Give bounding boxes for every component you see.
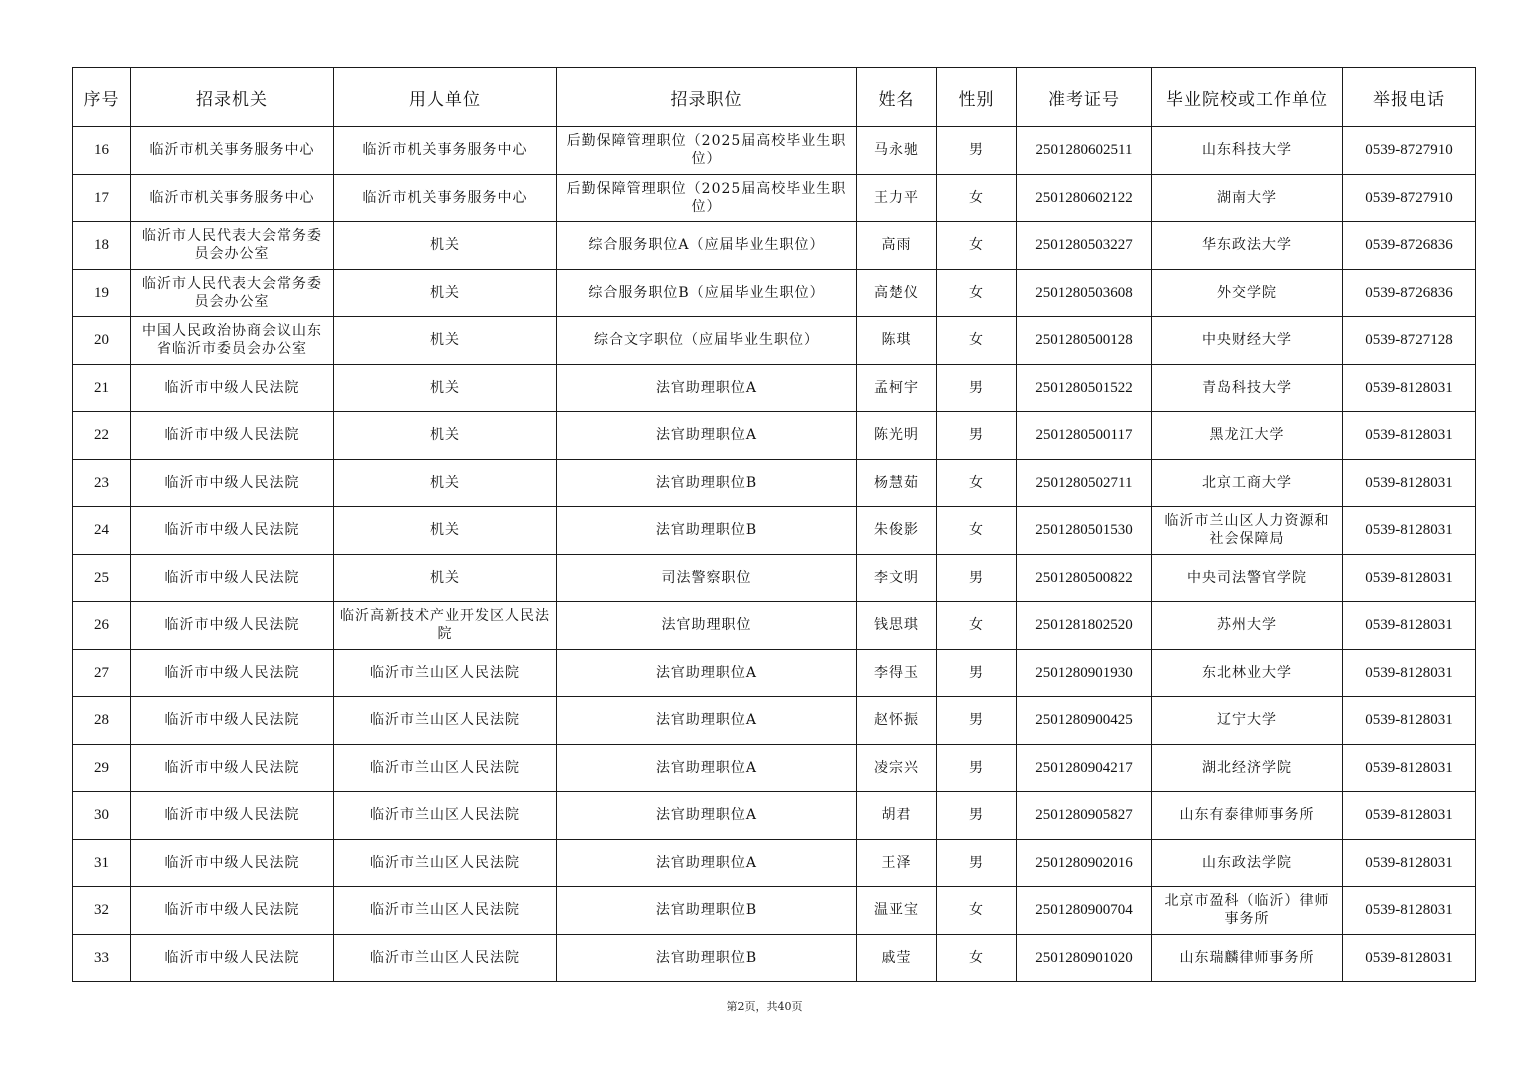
header-row xyxy=(73,68,1476,127)
cell-name: 杨慧茹 xyxy=(857,459,937,507)
cell-position: 法官助理职位 xyxy=(557,602,857,650)
table-header xyxy=(73,68,1476,127)
cell-agency: 临沂市中级人民法院 xyxy=(131,934,334,982)
cell-name: 戚莹 xyxy=(857,934,937,982)
cell-exam-id: 2501280900425 xyxy=(1017,697,1152,745)
cell-seq: 19 xyxy=(73,269,131,317)
cell-position: 后勤保障管理职位（2025届高校毕业生职位） xyxy=(557,174,857,222)
cell-report-phone: 0539-8727128 xyxy=(1343,317,1476,365)
cell-exam-id: 2501280905827 xyxy=(1017,792,1152,840)
cell-gender: 女 xyxy=(937,222,1017,270)
cell-school-or-employer: 黑龙江大学 xyxy=(1152,412,1343,460)
table-row xyxy=(73,317,1476,365)
cell-position: 综合服务职位A（应届毕业生职位） xyxy=(557,222,857,270)
cell-employer: 临沂市兰山区人民法院 xyxy=(334,934,557,982)
header-cell-exam-id: 准考证号 xyxy=(1017,68,1152,127)
cell-exam-id: 2501280901930 xyxy=(1017,649,1152,697)
table-row xyxy=(73,554,1476,602)
cell-report-phone: 0539-8128031 xyxy=(1343,792,1476,840)
cell-position: 法官助理职位A xyxy=(557,839,857,887)
cell-school-or-employer: 北京市盈科（临沂）律师事务所 xyxy=(1152,887,1343,935)
cell-gender: 男 xyxy=(937,697,1017,745)
header-cell-name: 姓名 xyxy=(857,68,937,127)
cell-agency: 临沂市中级人民法院 xyxy=(131,697,334,745)
cell-agency: 临沂市机关事务服务中心 xyxy=(131,127,334,175)
cell-exam-id: 2501280502711 xyxy=(1017,459,1152,507)
cell-school-or-employer: 辽宁大学 xyxy=(1152,697,1343,745)
cell-employer: 临沂市兰山区人民法院 xyxy=(334,649,557,697)
candidate-table xyxy=(72,67,1476,982)
cell-gender: 男 xyxy=(937,649,1017,697)
header-cell-position: 招录职位 xyxy=(557,68,857,127)
cell-exam-id: 2501280503608 xyxy=(1017,269,1152,317)
cell-name: 钱思琪 xyxy=(857,602,937,650)
table-row xyxy=(73,649,1476,697)
cell-exam-id: 2501280501522 xyxy=(1017,364,1152,412)
cell-school-or-employer: 北京工商大学 xyxy=(1152,459,1343,507)
cell-gender: 男 xyxy=(937,127,1017,175)
cell-report-phone: 0539-8128031 xyxy=(1343,887,1476,935)
cell-agency: 临沂市人民代表大会常务委员会办公室 xyxy=(131,269,334,317)
header-cell-school-or-employer: 毕业院校或工作单位 xyxy=(1152,68,1343,127)
cell-report-phone: 0539-8128031 xyxy=(1343,412,1476,460)
cell-position: 法官助理职位B xyxy=(557,887,857,935)
cell-employer: 临沂市兰山区人民法院 xyxy=(334,744,557,792)
cell-name: 王力平 xyxy=(857,174,937,222)
cell-employer: 机关 xyxy=(334,317,557,365)
cell-exam-id: 2501280904217 xyxy=(1017,744,1152,792)
cell-exam-id: 2501281802520 xyxy=(1017,602,1152,650)
cell-name: 陈琪 xyxy=(857,317,937,365)
cell-position: 法官助理职位A xyxy=(557,792,857,840)
cell-employer: 临沂高新技术产业开发区人民法院 xyxy=(334,602,557,650)
header-cell-seq: 序号 xyxy=(73,68,131,127)
cell-name: 赵怀振 xyxy=(857,697,937,745)
cell-name: 温亚宝 xyxy=(857,887,937,935)
cell-gender: 女 xyxy=(937,317,1017,365)
cell-position: 法官助理职位B xyxy=(557,507,857,555)
cell-school-or-employer: 华东政法大学 xyxy=(1152,222,1343,270)
cell-employer: 临沂市兰山区人民法院 xyxy=(334,887,557,935)
cell-report-phone: 0539-8128031 xyxy=(1343,697,1476,745)
cell-report-phone: 0539-8128031 xyxy=(1343,364,1476,412)
cell-gender: 女 xyxy=(937,934,1017,982)
table-row xyxy=(73,364,1476,412)
cell-school-or-employer: 湖南大学 xyxy=(1152,174,1343,222)
cell-position: 综合服务职位B（应届毕业生职位） xyxy=(557,269,857,317)
header-cell-report-phone: 举报电话 xyxy=(1343,68,1476,127)
cell-report-phone: 0539-8727910 xyxy=(1343,127,1476,175)
cell-agency: 临沂市中级人民法院 xyxy=(131,839,334,887)
cell-seq: 25 xyxy=(73,554,131,602)
cell-position: 法官助理职位A xyxy=(557,364,857,412)
cell-seq: 28 xyxy=(73,697,131,745)
cell-position: 法官助理职位A xyxy=(557,412,857,460)
cell-seq: 30 xyxy=(73,792,131,840)
cell-seq: 18 xyxy=(73,222,131,270)
cell-seq: 29 xyxy=(73,744,131,792)
cell-report-phone: 0539-8128031 xyxy=(1343,649,1476,697)
table-row xyxy=(73,839,1476,887)
cell-gender: 女 xyxy=(937,174,1017,222)
cell-report-phone: 0539-8128031 xyxy=(1343,507,1476,555)
cell-school-or-employer: 青岛科技大学 xyxy=(1152,364,1343,412)
cell-school-or-employer: 湖北经济学院 xyxy=(1152,744,1343,792)
cell-exam-id: 2501280602511 xyxy=(1017,127,1152,175)
cell-report-phone: 0539-8726836 xyxy=(1343,269,1476,317)
cell-gender: 男 xyxy=(937,744,1017,792)
header-cell-agency: 招录机关 xyxy=(131,68,334,127)
cell-employer: 临沂市兰山区人民法院 xyxy=(334,839,557,887)
cell-employer: 机关 xyxy=(334,554,557,602)
cell-seq: 26 xyxy=(73,602,131,650)
page-number: 第2页，共40页 xyxy=(726,1000,803,1013)
cell-seq: 20 xyxy=(73,317,131,365)
cell-position: 后勤保障管理职位（2025届高校毕业生职位） xyxy=(557,127,857,175)
cell-agency: 临沂市中级人民法院 xyxy=(131,554,334,602)
cell-agency: 临沂市中级人民法院 xyxy=(131,744,334,792)
cell-gender: 男 xyxy=(937,412,1017,460)
cell-agency: 临沂市中级人民法院 xyxy=(131,459,334,507)
cell-report-phone: 0539-8128031 xyxy=(1343,839,1476,887)
cell-name: 胡君 xyxy=(857,792,937,840)
cell-seq: 27 xyxy=(73,649,131,697)
table-row xyxy=(73,459,1476,507)
cell-name: 王泽 xyxy=(857,839,937,887)
cell-exam-id: 2501280602122 xyxy=(1017,174,1152,222)
cell-exam-id: 2501280501530 xyxy=(1017,507,1152,555)
cell-school-or-employer: 中央财经大学 xyxy=(1152,317,1343,365)
cell-school-or-employer: 临沂市兰山区人力资源和社会保障局 xyxy=(1152,507,1343,555)
cell-employer: 机关 xyxy=(334,222,557,270)
cell-name: 李文明 xyxy=(857,554,937,602)
cell-seq: 16 xyxy=(73,127,131,175)
cell-agency: 临沂市机关事务服务中心 xyxy=(131,174,334,222)
cell-report-phone: 0539-8727910 xyxy=(1343,174,1476,222)
table-row xyxy=(73,602,1476,650)
cell-name: 李得玉 xyxy=(857,649,937,697)
cell-name: 凌宗兴 xyxy=(857,744,937,792)
cell-report-phone: 0539-8128031 xyxy=(1343,744,1476,792)
cell-school-or-employer: 山东政法学院 xyxy=(1152,839,1343,887)
cell-exam-id: 2501280900704 xyxy=(1017,887,1152,935)
cell-seq: 21 xyxy=(73,364,131,412)
cell-school-or-employer: 山东科技大学 xyxy=(1152,127,1343,175)
table-body xyxy=(73,127,1476,982)
cell-employer: 临沂市兰山区人民法院 xyxy=(334,792,557,840)
cell-employer: 临沂市机关事务服务中心 xyxy=(334,127,557,175)
cell-employer: 机关 xyxy=(334,507,557,555)
cell-employer: 机关 xyxy=(334,364,557,412)
cell-exam-id: 2501280901020 xyxy=(1017,934,1152,982)
cell-seq: 32 xyxy=(73,887,131,935)
cell-exam-id: 2501280500117 xyxy=(1017,412,1152,460)
cell-exam-id: 2501280500128 xyxy=(1017,317,1152,365)
cell-employer: 机关 xyxy=(334,412,557,460)
cell-seq: 24 xyxy=(73,507,131,555)
cell-agency: 临沂市中级人民法院 xyxy=(131,649,334,697)
cell-school-or-employer: 山东瑞麟律师事务所 xyxy=(1152,934,1343,982)
table-row xyxy=(73,412,1476,460)
cell-employer: 临沂市兰山区人民法院 xyxy=(334,697,557,745)
cell-gender: 男 xyxy=(937,839,1017,887)
cell-position: 法官助理职位A xyxy=(557,649,857,697)
cell-position: 法官助理职位B xyxy=(557,934,857,982)
cell-agency: 临沂市中级人民法院 xyxy=(131,887,334,935)
cell-gender: 女 xyxy=(937,507,1017,555)
header-cell-employer: 用人单位 xyxy=(334,68,557,127)
table-row xyxy=(73,507,1476,555)
cell-gender: 女 xyxy=(937,602,1017,650)
cell-report-phone: 0539-8128031 xyxy=(1343,602,1476,650)
cell-name: 陈光明 xyxy=(857,412,937,460)
table-row xyxy=(73,697,1476,745)
cell-position: 法官助理职位B xyxy=(557,459,857,507)
cell-position: 司法警察职位 xyxy=(557,554,857,602)
cell-employer: 机关 xyxy=(334,269,557,317)
cell-agency: 临沂市中级人民法院 xyxy=(131,507,334,555)
table-row xyxy=(73,744,1476,792)
cell-employer: 机关 xyxy=(334,459,557,507)
cell-agency: 临沂市中级人民法院 xyxy=(131,412,334,460)
cell-gender: 女 xyxy=(937,459,1017,507)
cell-agency: 临沂市人民代表大会常务委员会办公室 xyxy=(131,222,334,270)
cell-report-phone: 0539-8128031 xyxy=(1343,934,1476,982)
cell-seq: 23 xyxy=(73,459,131,507)
table-row xyxy=(73,269,1476,317)
table-row xyxy=(73,934,1476,982)
cell-exam-id: 2501280500822 xyxy=(1017,554,1152,602)
cell-seq: 33 xyxy=(73,934,131,982)
table-row xyxy=(73,887,1476,935)
cell-exam-id: 2501280902016 xyxy=(1017,839,1152,887)
cell-school-or-employer: 山东有泰律师事务所 xyxy=(1152,792,1343,840)
cell-school-or-employer: 外交学院 xyxy=(1152,269,1343,317)
cell-name: 马永驰 xyxy=(857,127,937,175)
cell-report-phone: 0539-8128031 xyxy=(1343,554,1476,602)
cell-seq: 22 xyxy=(73,412,131,460)
cell-agency: 临沂市中级人民法院 xyxy=(131,602,334,650)
table-row xyxy=(73,127,1476,175)
cell-gender: 男 xyxy=(937,792,1017,840)
cell-gender: 女 xyxy=(937,269,1017,317)
cell-report-phone: 0539-8128031 xyxy=(1343,459,1476,507)
cell-seq: 31 xyxy=(73,839,131,887)
cell-gender: 女 xyxy=(937,887,1017,935)
cell-name: 高雨 xyxy=(857,222,937,270)
cell-exam-id: 2501280503227 xyxy=(1017,222,1152,270)
table-row xyxy=(73,222,1476,270)
header-cell-gender: 性别 xyxy=(937,68,1017,127)
cell-name: 朱俊影 xyxy=(857,507,937,555)
cell-name: 高楚仪 xyxy=(857,269,937,317)
cell-position: 法官助理职位A xyxy=(557,744,857,792)
cell-position: 综合文字职位（应届毕业生职位） xyxy=(557,317,857,365)
table-row xyxy=(73,792,1476,840)
cell-seq: 17 xyxy=(73,174,131,222)
cell-agency: 临沂市中级人民法院 xyxy=(131,364,334,412)
cell-school-or-employer: 苏州大学 xyxy=(1152,602,1343,650)
cell-school-or-employer: 东北林业大学 xyxy=(1152,649,1343,697)
cell-employer: 临沂市机关事务服务中心 xyxy=(334,174,557,222)
cell-agency: 临沂市中级人民法院 xyxy=(131,792,334,840)
cell-name: 孟柯宇 xyxy=(857,364,937,412)
cell-agency: 中国人民政治协商会议山东省临沂市委员会办公室 xyxy=(131,317,334,365)
cell-school-or-employer: 中央司法警官学院 xyxy=(1152,554,1343,602)
cell-gender: 男 xyxy=(937,554,1017,602)
cell-report-phone: 0539-8726836 xyxy=(1343,222,1476,270)
cell-position: 法官助理职位A xyxy=(557,697,857,745)
table-row xyxy=(73,174,1476,222)
cell-gender: 男 xyxy=(937,364,1017,412)
